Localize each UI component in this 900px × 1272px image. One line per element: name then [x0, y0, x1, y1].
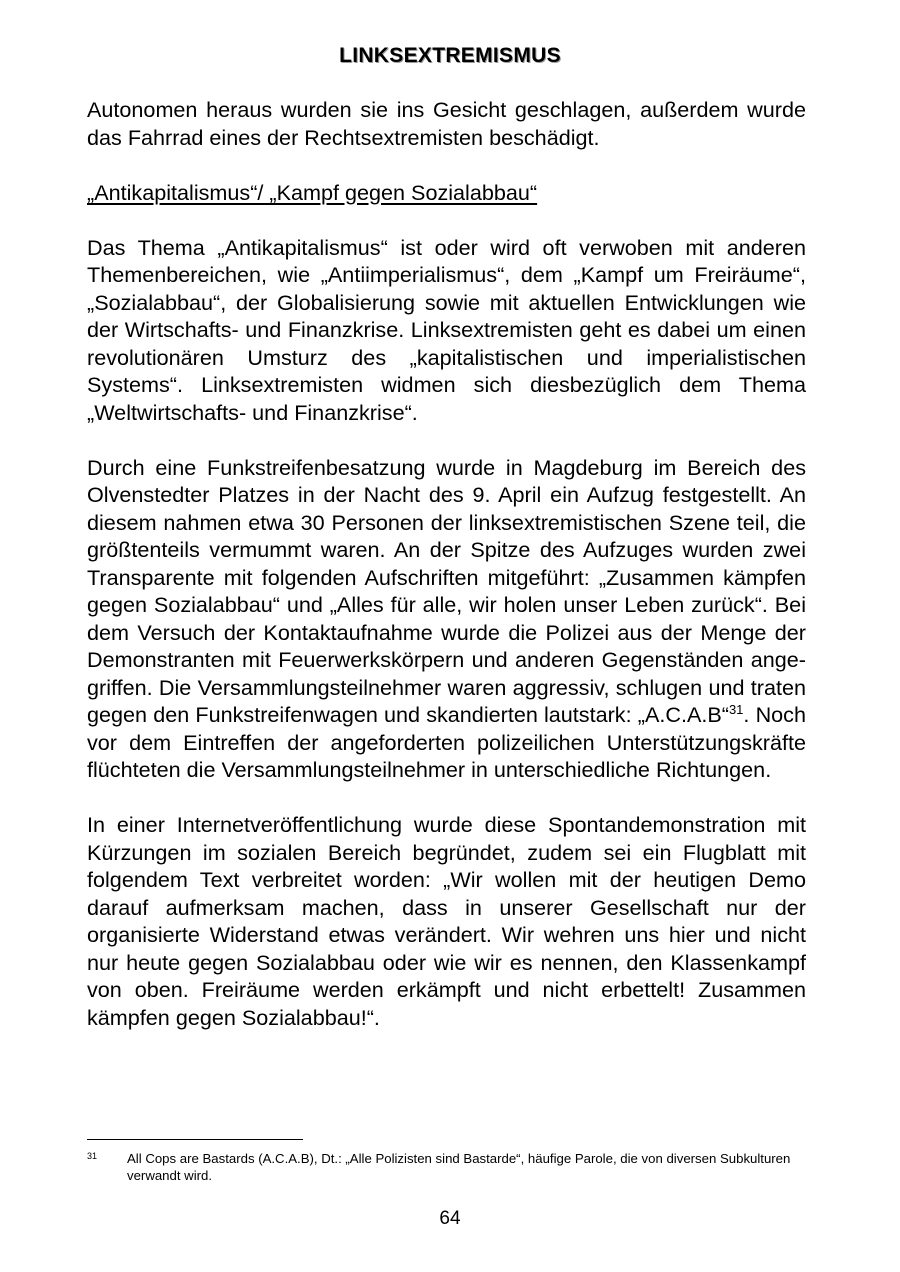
- footnote-text: All Cops are Bastards (A.C.A.B), Dt.: „Alle Polizisten sind Bastarde“, häufige Parole, die von diversen Subkulturen verwandt wird.: [127, 1151, 791, 1183]
- paragraph-internet: In einer Internetveröffentlichung wurde diese Spontandemonstration mit Kürzungen im sozialen Bereich begründet, zudem sei ein Flugblatt mit folgendem Text verbreitet worden: „Wir wollen mit der heutigen Demo darauf aufmerksam machen, dass in unserer Gesellschaft nur der organisierte Widerstand etwas verändert. Wir wehren uns hier und nicht nur heute gegen Sozialabbau oder wie wir es nennen, den Klassenkampf von oben. Freiräume werden erkämpft und nicht erbettelt! Zusammen kämpfen gegen Sozialabbau!“.: [87, 812, 806, 1030]
- footnote: [87, 1150, 806, 1184]
- paragraph-magdeburg: [87, 454, 806, 784]
- paragraph-antikapitalismus: Das Thema „Antikapitalismus“ ist oder wird oft verwoben mit anderen Themenbereichen, wie „Antiimperialismus“, dem „Kampf um Freiräume“, „Sozialabbau“, der Globalisierung sowie mit aktuellen Entwicklungen wie der Wirtschafts- und Finanzkrise. Linksextremisten geht es dabei um einen revolutionären Umsturz des „kapitalistischen und imperialistischen Systems“. Linksextremisten widmen sich diesbezüglich dem Thema „Weltwirtschafts- und Finanzkrise“.: [87, 234, 806, 425]
- footnote-number: 31: [87, 1151, 98, 1161]
- paragraph-magdeburg-part1: Durch eine Funkstreifenbesatzung wurde in Magdeburg im Bereich des Olvenstedter Platzes in der Nacht des 9. April ein Aufzug festgestellt. An diesem nahmen etwa 30 Personen der linksextremistischen Szene teil, die größtenteils vermummt waren. An der Spitze des Aufzuges wurden zwei Transparente mit folgenden Aufschriften mitgeführt: „Zusammen kämpfen gegen Sozialabbau“ und „Alles für alle, wir holen unser Leben zurück“. Bei dem Versuch der Kontaktaufnahme wurde die Polizei aus der Menge der Demonstranten mit Feuerwerkskörpern und anderen Gegenständen angegriffen. Die Versammlungsteilnehmer waren aggressiv, schlugen und traten gegen den Funkstreifenwagen und skandierten lautstark: „A.C.A.B“: [87, 454, 806, 727]
- footnote-divider: [87, 1139, 303, 1140]
- intro-paragraph: Autonomen heraus wurden sie ins Gesicht geschlagen, außerdem wurde das Fahrrad eines der Rechtsextremisten beschädigt.: [87, 97, 806, 150]
- footnote-reference[interactable]: 31: [728, 702, 744, 718]
- page-number: 64: [439, 1208, 461, 1229]
- main-text: [87, 96, 806, 1059]
- paragraph-magdeburg-part2: . Noch vor dem Eintreffen der angeforderten polizeilichen Unterstützungskräfte flüchteten die Versammlungsteilnehmer in unterschiedliche Richtungen.: [87, 702, 806, 782]
- section-heading: „Antikapitalismus“/ „Kampf gegen Sozialabbau“: [87, 179, 538, 205]
- page-header-title: LINKSEXTREMISMUS: [339, 44, 561, 67]
